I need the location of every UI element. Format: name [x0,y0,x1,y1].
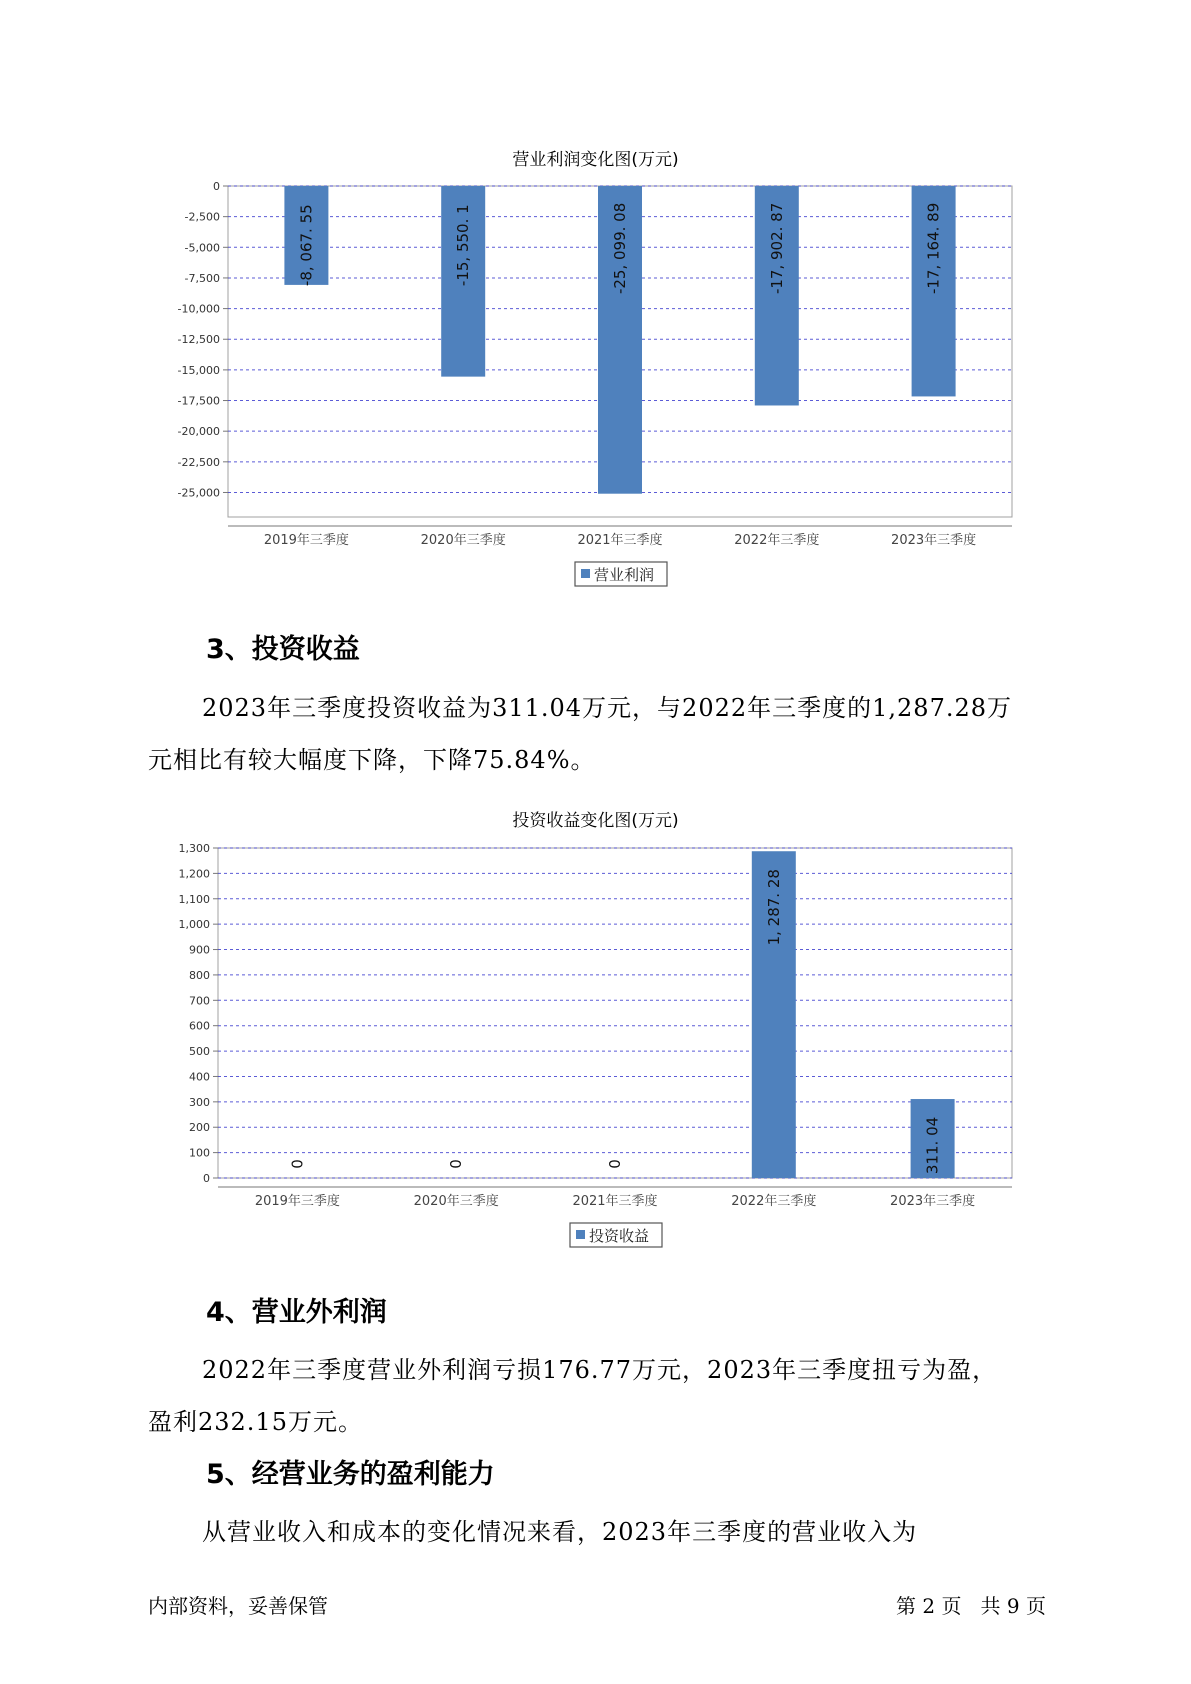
y-tick-label: -7,500 [184,271,220,285]
section-heading-non-operating-profit: 4、营业外利润 [206,1297,387,1328]
y-tick-label: 1,200 [178,867,210,881]
y-tick-label: -20,000 [177,425,220,439]
y-tick-label: 0 [213,180,220,193]
y-tick-label: 300 [189,1095,210,1109]
legend-swatch [576,1230,585,1239]
y-tick-label: -25,000 [177,486,220,500]
y-tick-label: 500 [189,1045,210,1059]
y-tick-label: 100 [189,1146,210,1160]
y-tick-label: -10,000 [177,302,220,316]
x-category-label: 2022年三季度 [734,533,820,548]
y-tick-label: 900 [189,943,210,957]
y-tick-label: -17,500 [177,394,220,408]
data-label: -17, 902. 87 [767,202,786,295]
x-category-label: 2023年三季度 [890,1194,976,1209]
x-category-label: 2019年三季度 [254,1194,340,1209]
paragraph-non-operating-line2: 盈利232.15万元。 [148,1408,363,1436]
paragraph-profitability-line1: 从营业收入和成本的变化情况来看，2023年三季度的营业收入为 [202,1518,918,1546]
footer-page-number: 第 2 页 共 9 页 [896,1594,1046,1618]
chart-title-operating-profit: 营业利润变化图(万元) [512,150,679,170]
data-label: -25, 099. 08 [611,202,629,295]
section-heading-profitability: 5、经营业务的盈利能力 [206,1459,495,1490]
x-category-label: 2020年三季度 [420,533,506,548]
y-tick-label: 700 [189,994,210,1008]
data-label: 0 [606,1159,624,1169]
y-tick-label: -12,500 [177,333,220,347]
y-tick-label: 800 [189,968,210,982]
y-tick-label: -5,000 [184,241,220,255]
plot-area [218,848,1012,1178]
section-heading-investment-income: 3、投资收益 [206,634,360,665]
data-label: 0 [447,1159,466,1169]
y-tick-label: 200 [189,1121,210,1135]
x-category-label: 2023年三季度 [891,533,977,548]
paragraph-non-operating-line1: 2022年三季度营业外利润亏损176.77万元，2023年三季度扭亏为盈， [202,1356,998,1384]
x-category-label: 2020年三季度 [413,1194,499,1209]
paragraph-investment-income-line2: 元相比有较大幅度下降，下降75.84%。 [148,746,596,774]
data-label: 1, 287. 28 [764,869,783,946]
y-tick-label: -22,500 [177,455,220,469]
legend [570,1223,662,1247]
y-tick-label: 1,100 [178,892,210,906]
y-tick-label: 600 [189,1019,210,1033]
y-tick-label: 0 [203,1172,210,1185]
data-label: -8, 067. 55 [297,204,316,287]
y-tick-label: 400 [189,1070,210,1084]
y-tick-label: -15,000 [177,363,220,377]
y-tick-label: 1,000 [178,918,210,932]
legend-label: 投资收益 [589,1227,650,1245]
paragraph-investment-income-line1: 2023年三季度投资收益为311.04万元，与2022年三季度的1,287.28万 [202,694,1013,722]
y-tick-label: -2,500 [184,210,220,224]
x-category-label: 2022年三季度 [731,1194,817,1209]
data-label: -17, 164. 89 [924,202,943,295]
data-label: 311. 04 [923,1116,942,1175]
legend-label: 营业利润 [594,566,655,584]
x-category-label: 2021年三季度 [577,533,663,548]
data-label: -15, 550. 1 [454,204,473,287]
x-category-label: 2021年三季度 [572,1194,658,1209]
footer-confidential-note: 内部资料，妥善保管 [148,1594,328,1618]
chart-title-investment-income: 投资收益变化图(万元) [512,811,679,831]
x-category-label: 2019年三季度 [263,533,349,548]
y-tick-label: 1,300 [178,842,210,855]
data-label: 0 [288,1159,307,1169]
